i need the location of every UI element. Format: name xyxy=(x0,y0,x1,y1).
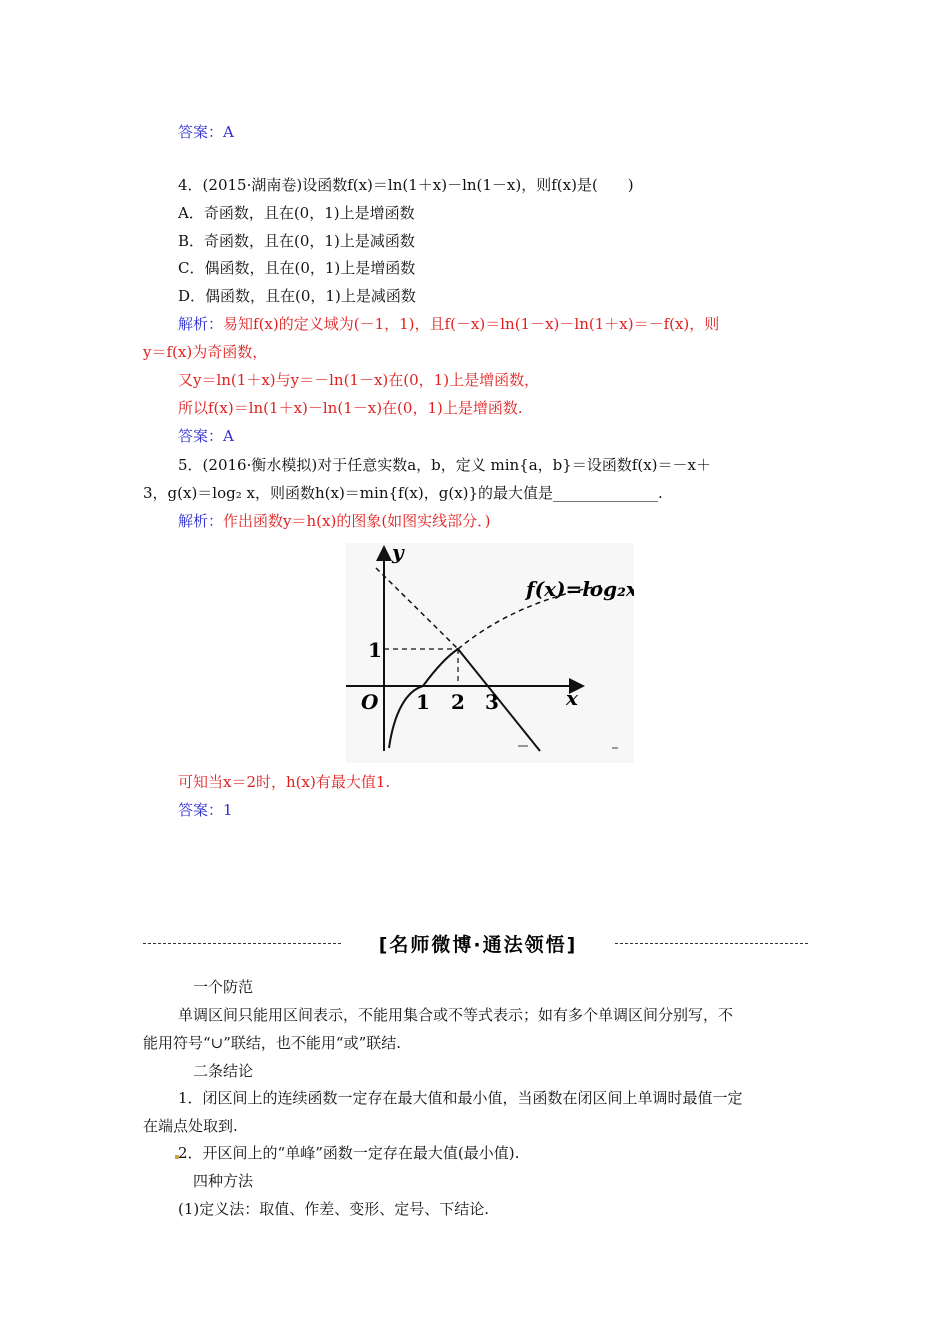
banner-title: [名师微博·通法领悟] xyxy=(378,934,578,956)
q4-solution-line-4: 所以f(x)＝ln(1＋x)－ln(1－x)在(0，1)上是增函数. xyxy=(178,399,523,417)
prev-answer: 答案：A xyxy=(178,123,234,141)
y-tick-1: 1 xyxy=(368,638,382,662)
q5-answer: 答案：1 xyxy=(178,801,233,819)
tip-para-2-line-2: 在端点处取到. xyxy=(143,1117,238,1135)
q4-solution-line-1 xyxy=(178,314,719,334)
section-banner xyxy=(143,930,808,958)
q5-solution-label: 解析： xyxy=(178,512,224,530)
q4-option-b: B．奇函数，且在(0，1)上是减函数 xyxy=(178,232,415,250)
curve-label: f(x)=log₂x xyxy=(526,577,634,601)
q5-solution-line-1 xyxy=(178,511,491,531)
q4-option-a: A．奇函数，且在(0，1)上是增函数 xyxy=(178,204,415,222)
banner-dash-right xyxy=(615,943,808,944)
banner-dash-left xyxy=(143,943,341,944)
q4-solution-line-3: 又y＝ln(1＋x)与y＝－ln(1－x)在(0，1)上是增函数， xyxy=(178,371,540,389)
x-tick-3: 3 xyxy=(485,690,499,714)
q5-stem-line-2: 3，g(x)＝log₂ x，则函数h(x)＝min{f(x)，g(x)}的最大值是______________. xyxy=(143,484,663,502)
tip-heading-3: 四种方法 xyxy=(193,1172,254,1190)
graph-svg xyxy=(346,543,634,763)
origin-label: O xyxy=(361,690,379,714)
q5-solution-line-2: 可知当x＝2时，h(x)有最大值1. xyxy=(178,773,391,791)
tip-para-3: 2．开区间上的“单峰”函数一定存在最大值(最小值). xyxy=(178,1144,520,1162)
tip-para-2-line-1: 1．闭区间上的连续函数一定存在最大值和最小值，当函数在闭区间上单调时最值一定 xyxy=(178,1089,743,1107)
x-tick-1: 1 xyxy=(416,690,430,714)
y-axis-label: y xyxy=(392,543,404,564)
x-tick-2: 2 xyxy=(451,690,465,714)
q5-solution-text-1: 作出函数y＝h(x)的图象(如图实线部分．) xyxy=(223,512,491,530)
q4-option-c: C．偶函数，且在(0，1)上是增函数 xyxy=(178,259,416,277)
tip-heading-2: 二条结论 xyxy=(193,1062,254,1080)
x-axis-label: x xyxy=(566,686,578,710)
f-line-dashed xyxy=(376,568,458,649)
q4-solution-text-1: 易知f(x)的定义域为(－1，1)，且f(－x)＝ln(1－x)－ln(1＋x)＝－f(x)，则 xyxy=(223,315,720,333)
q4-answer: 答案：A xyxy=(178,427,234,445)
function-graph xyxy=(346,543,634,763)
tip-para-1-line-1: 单调区间只能用区间表示，不能用集合或不等式表示；如有多个单调区间分别写，不 xyxy=(178,1006,734,1024)
q4-solution-label: 解析： xyxy=(178,315,224,333)
q4-option-d: D．偶函数，且在(0，1)上是减函数 xyxy=(178,287,416,305)
tip-para-1-line-2: 能用符号“∪”联结，也不能用“或”联结. xyxy=(143,1034,402,1052)
q5-stem-line-1: 5．(2016·衡水模拟)对于任意实数a，b，定义 min{a，b}＝设函数f(x)＝－x＋ xyxy=(178,456,711,474)
q4-stem: 4．(2015·湖南卷)设函数f(x)＝ln(1＋x)－ln(1－x)，则f(x)是( ) xyxy=(178,176,634,194)
tip-heading-1: 一个防范 xyxy=(193,978,254,996)
q4-solution-line-2: y＝f(x)为奇函数， xyxy=(143,343,268,361)
h-line-linear-part xyxy=(458,649,540,751)
tip-para-4: (1)定义法：取值、作差、变形、定号、下结论. xyxy=(178,1200,490,1218)
